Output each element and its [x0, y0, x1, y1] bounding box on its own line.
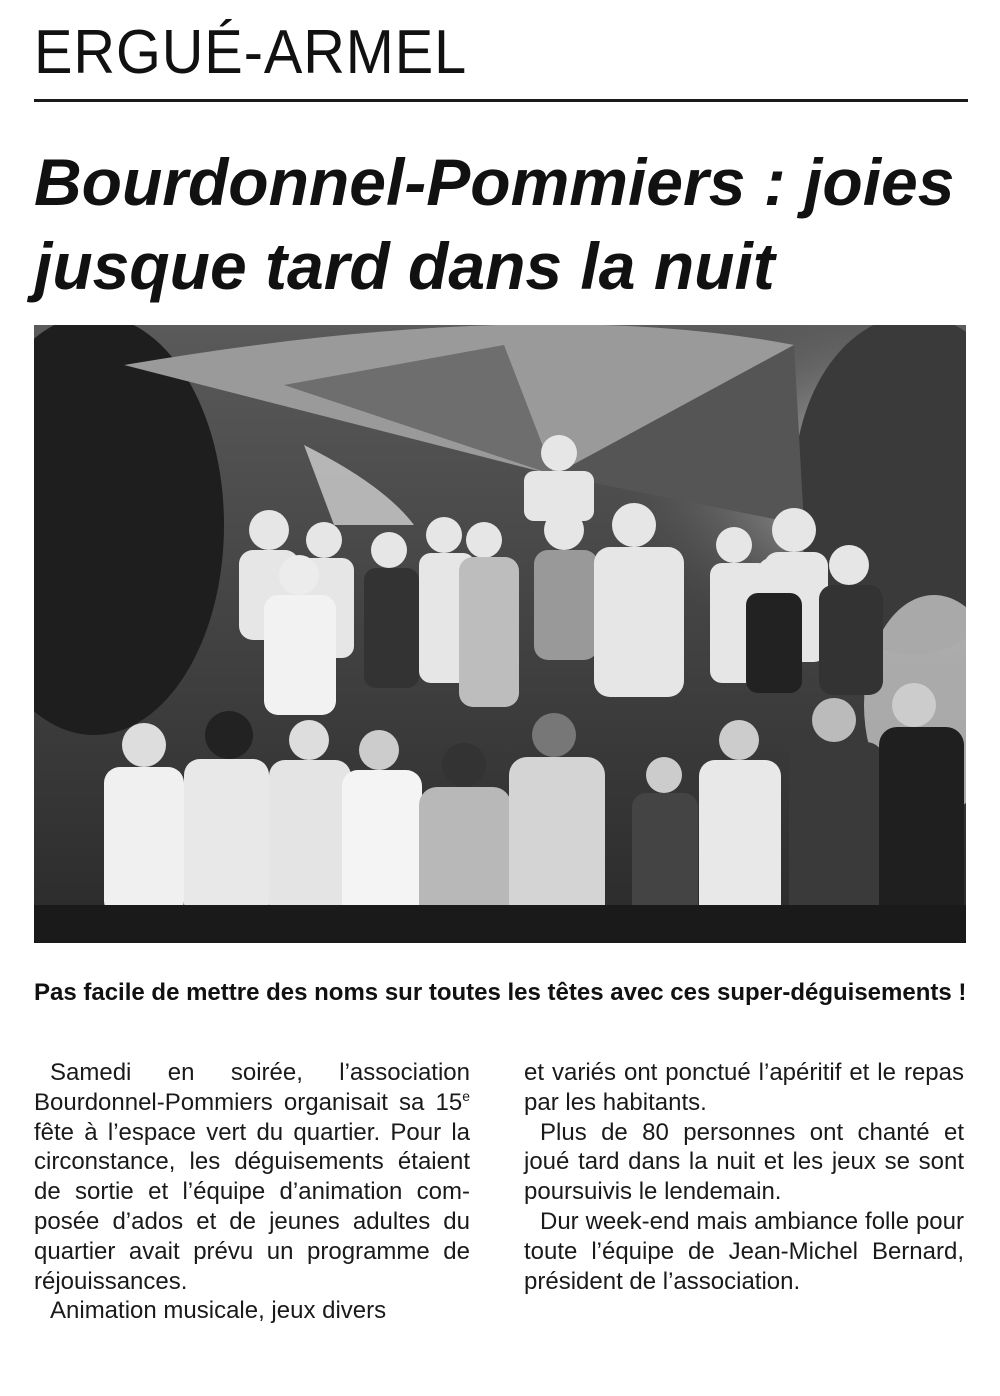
article-column-right	[524, 1058, 964, 1296]
ordinal-suffix: e	[462, 1087, 470, 1104]
group-photo-illustration	[34, 325, 966, 943]
photo-caption: Pas facile de mettre des noms sur toutes les têtes avec ces super-déguisements !	[34, 979, 967, 1006]
section-rule	[34, 99, 968, 102]
paragraph-1-start: Samedi en soirée, l’association Bourdonnel-Pommiers organisait sa 15	[34, 1059, 470, 1116]
paragraph-2-start: Animation musicale, jeux divers	[50, 1297, 387, 1325]
headline-line-1: Bourdonnel-Pommiers : joies	[34, 145, 955, 219]
paragraph-2-continued: et variés ont ponctué l’apéritif et le repas par les habitants.	[524, 1059, 964, 1116]
paragraph-1	[34, 1058, 470, 1296]
paragraph-4: Dur week-end mais ambiance folle pour toute l’équipe de Jean-Michel Bernard, président de l’association.	[524, 1207, 964, 1295]
paragraph-1-end: fête à l’espace vert du quartier. Pour la circonstance, les déguisements étaient de sortie et l’équipe d’animation composée d’ados et de jeunes adultes du quartier avait prévu un programme de réjouissances.	[34, 1118, 470, 1295]
group-photo	[34, 325, 966, 943]
section-heading: ERGUÉ-ARMEL	[34, 18, 468, 87]
article-headline	[34, 140, 974, 308]
paragraph-3: Plus de 80 personnes ont chanté et joué tard dans la nuit et les jeux se sont poursuivis le lendemain.	[524, 1118, 964, 1206]
article-column-left	[34, 1058, 470, 1326]
headline-line-2: jusque tard dans la nuit	[34, 229, 775, 303]
